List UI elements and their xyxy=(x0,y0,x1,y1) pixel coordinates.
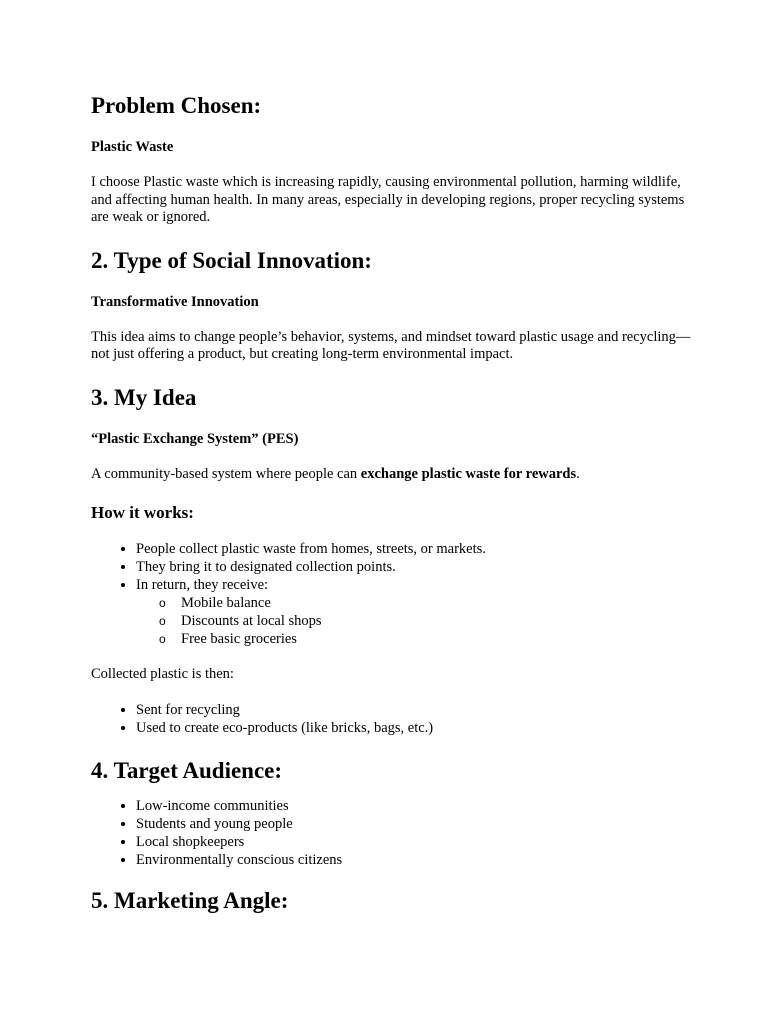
idea-intro-bold: exchange plastic waste for rewards xyxy=(360,465,577,482)
collected-list xyxy=(91,701,691,737)
list-item: • Students and young people xyxy=(136,815,691,833)
reward-text: Mobile balance xyxy=(181,594,271,611)
idea-subheading: “Plastic Exchange System” (PES) xyxy=(91,430,299,447)
reward-text: Discounts at local shops xyxy=(181,612,322,629)
list-item: • Local shopkeepers xyxy=(136,833,691,851)
list-item: • Used to create eco-products (like bricks, bags, etc.) xyxy=(136,719,691,737)
document-page xyxy=(91,92,691,915)
how-it-works-heading: How it works: xyxy=(91,502,194,522)
list-item: • Sent for recycling xyxy=(136,701,691,719)
circle-bullet-icon: o xyxy=(159,595,166,610)
list-item xyxy=(159,594,691,612)
collected-intro: Collected plastic is then: xyxy=(91,665,234,682)
problem-heading: Problem Chosen: xyxy=(91,93,262,118)
list-item: • Environmentally conscious citizens xyxy=(136,851,691,869)
list-item-text: In return, they receive: xyxy=(136,576,269,593)
idea-intro-end: . xyxy=(576,465,580,482)
list-item: • People collect plastic waste from homes, streets, or markets. xyxy=(136,540,691,558)
type-heading: 2. Type of Social Innovation: xyxy=(91,247,372,273)
list-item: • Low-income communities xyxy=(136,797,691,815)
reward-text: Free basic groceries xyxy=(181,630,297,647)
list-item xyxy=(136,576,691,648)
idea-intro xyxy=(91,466,691,484)
problem-body: I choose Plastic waste which is increasing rapidly, causing environmental pollution, harming wildlife, and affecting human health. In many areas, especially in developing regions, proper recycling systems are weak or ignored. xyxy=(91,174,685,226)
problem-subheading: Plastic Waste xyxy=(91,139,174,155)
list-item xyxy=(159,612,691,630)
rewards-list xyxy=(136,594,691,648)
circle-bullet-icon: o xyxy=(159,631,166,646)
idea-intro-text: A community-based system where people can xyxy=(91,465,361,482)
list-item: • They bring it to designated collection points. xyxy=(136,558,691,576)
audience-heading: 4. Target Audience: xyxy=(91,758,283,784)
how-it-works-list xyxy=(91,540,691,648)
type-body: This idea aims to change people’s behavior, systems, and mindset toward plastic usage and recycling—not just offering a product, but creating long-term environmental impact. xyxy=(91,328,691,363)
type-subheading: Transformative Innovation xyxy=(91,293,259,310)
list-item xyxy=(159,630,691,648)
circle-bullet-icon: o xyxy=(159,613,166,628)
idea-heading: 3. My Idea xyxy=(91,384,197,410)
marketing-heading: 5. Marketing Angle: xyxy=(91,888,289,914)
audience-list xyxy=(91,797,691,869)
